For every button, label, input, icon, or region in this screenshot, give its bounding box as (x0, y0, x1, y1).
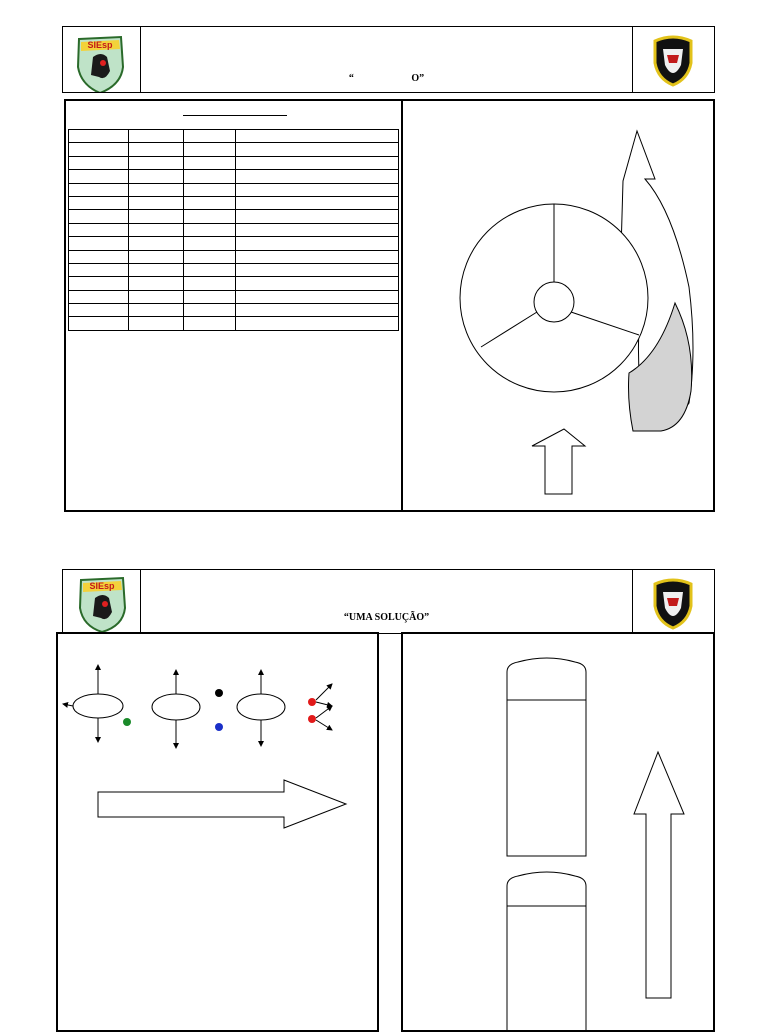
table-cell (236, 183, 399, 196)
table-cell (184, 317, 236, 330)
rotor-hub-circle (534, 282, 574, 322)
table-cell (129, 237, 184, 250)
table-cell (236, 210, 399, 223)
slide2-title: “UMA SOLUÇÃO” (343, 612, 430, 623)
table-cell (129, 263, 184, 276)
table-cell (184, 223, 236, 236)
ellipse-1 (73, 694, 123, 718)
table-cell (129, 277, 184, 290)
slide2-left-panel (56, 632, 379, 1032)
table-row (69, 196, 399, 209)
table-cell (184, 304, 236, 317)
table-cell (69, 143, 129, 156)
table-row (69, 317, 399, 330)
black-dot (215, 689, 223, 697)
table-cell (69, 237, 129, 250)
table-cell (184, 156, 236, 169)
siesp-shield-logo (63, 27, 141, 92)
table-cell (184, 237, 236, 250)
table-row (69, 170, 399, 183)
table-cell (236, 130, 399, 143)
ellipse-2 (152, 694, 200, 720)
table-cell (129, 210, 184, 223)
slide1-table-body (69, 130, 399, 331)
table-cell (69, 210, 129, 223)
table-cell (236, 143, 399, 156)
siesp-shield-logo (63, 570, 141, 633)
table-row (69, 290, 399, 303)
table-cell (184, 183, 236, 196)
red-dots-group (308, 684, 332, 730)
blue-dot (215, 723, 223, 731)
table-cell (69, 263, 129, 276)
table-cell (69, 304, 129, 317)
ellipse-3 (237, 694, 285, 720)
table-cell (236, 223, 399, 236)
ellipse-group-1 (63, 665, 131, 742)
table-cell (69, 223, 129, 236)
slide1-table (68, 129, 399, 331)
table-cell (236, 317, 399, 330)
table-row (69, 143, 399, 156)
table-cell (236, 290, 399, 303)
table-cell (129, 183, 184, 196)
siesp-logo-text: SIEsp (87, 40, 113, 50)
table-row (69, 250, 399, 263)
table-cell (129, 250, 184, 263)
table-cell (236, 156, 399, 169)
table-cell (129, 143, 184, 156)
table-row (69, 277, 399, 290)
table-row (69, 223, 399, 236)
table-cell (184, 290, 236, 303)
table-row (69, 304, 399, 317)
cylinder-bottom (507, 872, 586, 1030)
table-cell (184, 250, 236, 263)
table-cell (69, 183, 129, 196)
slide1-left-logo-cell (63, 27, 141, 92)
table-cell (69, 130, 129, 143)
table-cell (236, 170, 399, 183)
table-cell (69, 170, 129, 183)
slide2-right-panel (401, 632, 715, 1032)
unit-shield-emblem (633, 570, 715, 633)
slide1-header (62, 26, 715, 93)
table-cell (69, 317, 129, 330)
slide1-left-panel (64, 99, 403, 512)
particle-diagram (58, 634, 377, 1030)
red-dot-top (308, 698, 316, 706)
table-row (69, 237, 399, 250)
table-row (69, 263, 399, 276)
cylinder-top (507, 658, 586, 856)
table-cell (69, 156, 129, 169)
up-arrow-tall (634, 752, 684, 998)
table-cell (236, 196, 399, 209)
table-row (69, 130, 399, 143)
slide1-table-title-underline (183, 115, 287, 116)
table-cell (184, 196, 236, 209)
slide2-left-logo-cell (63, 570, 141, 633)
table-cell (129, 290, 184, 303)
slide2-header (62, 569, 715, 634)
slide1-right-panel (401, 99, 715, 512)
table-cell (184, 210, 236, 223)
table-cell (69, 290, 129, 303)
table-cell (129, 170, 184, 183)
table-cell (184, 143, 236, 156)
table-cell (129, 223, 184, 236)
table-row (69, 156, 399, 169)
red-dot-bottom (308, 715, 316, 723)
slide2-right-logo-cell (632, 570, 714, 633)
table-cell (184, 130, 236, 143)
table-cell (236, 263, 399, 276)
slide1-right-logo-cell (632, 27, 714, 92)
table-cell (184, 170, 236, 183)
table-cell (129, 196, 184, 209)
table-cell (129, 304, 184, 317)
rotor-diagram (403, 101, 713, 510)
table-cell (236, 250, 399, 263)
table-row (69, 210, 399, 223)
unit-shield-emblem (633, 27, 715, 92)
ellipse-group-3 (237, 670, 285, 746)
table-row (69, 183, 399, 196)
table-cell (129, 317, 184, 330)
table-cell (129, 156, 184, 169)
ellipse-group-2 (152, 670, 223, 748)
siesp-logo-text: SIEsp (89, 581, 115, 591)
table-cell (184, 277, 236, 290)
table-cell (236, 277, 399, 290)
table-cell (69, 277, 129, 290)
table-cell (236, 304, 399, 317)
slide1-title: “ O” (348, 73, 425, 84)
table-cell (184, 263, 236, 276)
table-cell (236, 237, 399, 250)
green-dot (123, 718, 131, 726)
table-cell (129, 130, 184, 143)
table-cell (69, 250, 129, 263)
up-arrow-small (532, 429, 585, 494)
table-cell (69, 196, 129, 209)
cylinder-diagram (403, 634, 713, 1030)
right-arrow-large (98, 780, 346, 828)
